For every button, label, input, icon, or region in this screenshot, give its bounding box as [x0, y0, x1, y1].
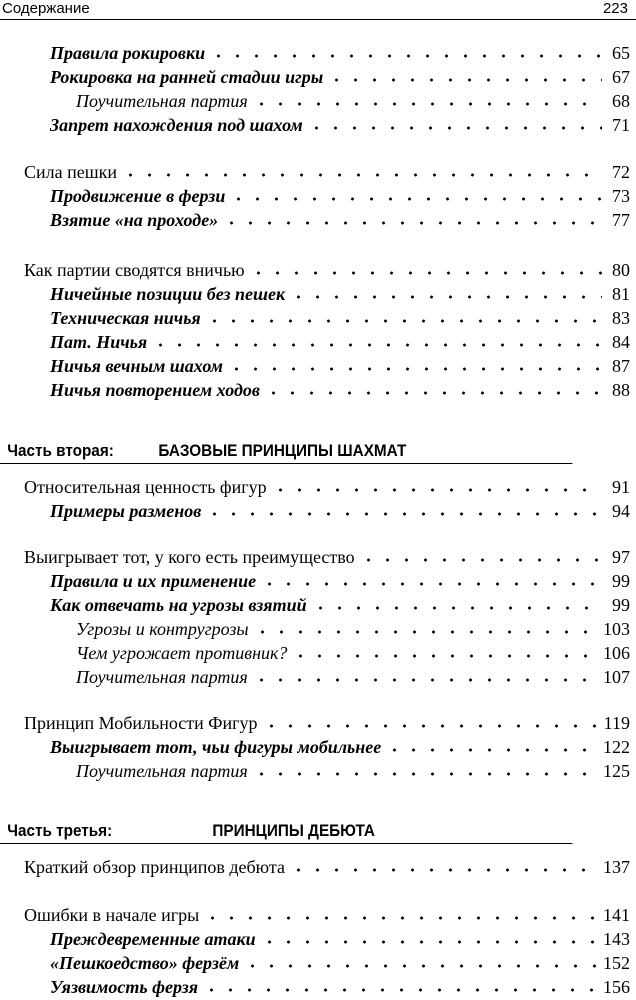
toc-entry-title: Продвижение в ферзи	[50, 186, 226, 206]
dot-leader	[264, 377, 602, 399]
toc-entry-page: 80	[612, 260, 630, 280]
dot-leader	[121, 159, 602, 181]
dot-leader	[205, 305, 602, 327]
toc-entry-page: 143	[603, 929, 630, 949]
part-heading	[0, 818, 572, 844]
dot-leader	[249, 257, 602, 279]
toc-entry	[0, 207, 636, 231]
dot-leader	[151, 329, 602, 351]
dot-leader	[271, 474, 602, 496]
toc-entry	[0, 902, 636, 926]
dot-leader	[229, 183, 602, 205]
toc-entry	[0, 974, 636, 998]
toc-entry-title: Техническая ничья	[50, 308, 201, 328]
toc-entry	[0, 926, 636, 950]
dot-leader	[291, 640, 597, 662]
toc-entry	[0, 664, 636, 688]
dot-leader	[311, 592, 602, 614]
toc-entry	[0, 568, 636, 592]
toc-entry-title: Как партии сводятся вничью	[24, 260, 245, 280]
toc-entry	[0, 353, 636, 377]
toc-entry	[0, 377, 636, 401]
part-title: ПРИНЦИПЫ ДЕБЮТА	[212, 821, 375, 840]
toc-entry	[0, 474, 636, 498]
toc-entry-page: 88	[612, 380, 630, 400]
toc-entry-title: Правила и их применение	[50, 571, 257, 591]
toc-entry	[0, 854, 636, 878]
toc-entry	[0, 159, 636, 183]
dot-leader	[289, 281, 602, 303]
toc-entry-title: Рокировка на ранней стадии игры	[50, 67, 324, 87]
toc-entry-page: 122	[603, 737, 630, 757]
toc-entry-title: Ничья вечным шахом	[50, 356, 223, 376]
toc-entry-title: Запрет нахождения под шахом	[50, 115, 303, 135]
toc-entry-page: 156	[603, 977, 630, 997]
header-title: Содержание	[2, 0, 90, 17]
dot-leader	[205, 498, 602, 520]
toc-entry	[0, 64, 636, 88]
toc-entry	[0, 734, 636, 758]
dot-leader	[262, 710, 598, 732]
dot-leader	[327, 64, 602, 86]
dot-leader	[243, 950, 597, 972]
dot-leader	[307, 112, 602, 134]
toc-entry-page: 77	[612, 210, 630, 230]
part-heading	[0, 438, 572, 464]
toc-entry	[0, 281, 636, 305]
toc-entry-title: Уязвимость ферзя	[50, 977, 199, 997]
toc-entry-title: Поучительная партия	[76, 667, 248, 687]
toc-entry-page: 71	[612, 115, 630, 135]
toc-entry-page: 106	[603, 643, 630, 663]
dot-leader	[202, 974, 597, 996]
toc-entry	[0, 88, 636, 112]
toc-entry	[0, 112, 636, 136]
toc-entry-page: 65	[612, 43, 630, 63]
toc-entry-title: Относительная ценность фигур	[24, 477, 267, 497]
toc-entry-page: 141	[603, 905, 630, 925]
toc-entry-title: Пат. Ничья	[50, 332, 148, 352]
toc-entry	[0, 257, 636, 281]
toc-entry-page: 73	[612, 186, 630, 206]
dot-leader	[385, 734, 597, 756]
dot-leader	[289, 854, 597, 876]
dot-leader	[260, 568, 602, 590]
dot-leader	[252, 758, 597, 780]
toc-entry-page: 99	[612, 595, 630, 615]
toc-entry-title: Угрозы и контругрозы	[76, 619, 249, 639]
toc-entry-page: 137	[603, 857, 630, 877]
dot-leader	[203, 902, 597, 924]
toc-entry	[0, 616, 636, 640]
toc-entry-title: Краткий обзор принципов дебюта	[24, 857, 285, 877]
toc-entry-page: 152	[603, 953, 630, 973]
toc-entry-title: Ничья повторением ходов	[50, 380, 260, 400]
toc-entry-title: Взятие «на проходе»	[50, 210, 219, 230]
dot-leader	[253, 616, 597, 638]
toc-entry-title: Как отвечать на угрозы взятий	[50, 595, 307, 615]
part-label: Часть третья:	[7, 821, 113, 840]
toc-entry	[0, 592, 636, 616]
toc-entry-page: 125	[603, 761, 630, 781]
toc-entry-title: Правила рокировки	[50, 43, 206, 63]
toc-entry-page: 103	[603, 619, 630, 639]
toc-entry	[0, 710, 636, 734]
dot-leader	[209, 40, 602, 62]
toc-entry-page: 67	[612, 67, 630, 87]
toc-entry-title: Ошибки в начале игры	[24, 905, 200, 925]
dot-leader	[260, 926, 597, 948]
toc-entry	[0, 950, 636, 974]
toc-entry-page: 94	[612, 501, 630, 521]
toc-entry-title: «Пешкоедство» ферзём	[50, 953, 240, 973]
toc-entry-title: Выигрывает тот, чьи фигуры мобильнее	[50, 737, 382, 757]
toc-entry-title: Поучительная партия	[76, 761, 248, 781]
dot-leader	[252, 88, 602, 110]
toc-entry-page: 84	[612, 332, 630, 352]
toc-entry	[0, 758, 636, 782]
toc-entry-page: 83	[612, 308, 630, 328]
toc-entry-title: Примеры разменов	[50, 501, 202, 521]
toc-entry-page: 68	[612, 91, 630, 111]
toc-entry-page: 91	[612, 477, 630, 497]
toc-entry-page: 97	[612, 547, 630, 567]
toc-entry	[0, 544, 636, 568]
toc-entry-page: 119	[603, 713, 630, 733]
toc-entry	[0, 640, 636, 664]
dot-leader	[227, 353, 602, 375]
toc-entry	[0, 40, 636, 64]
dot-leader	[252, 664, 597, 686]
toc-entry-title: Чем угрожает противник?	[76, 643, 288, 663]
dot-leader	[359, 544, 602, 566]
toc-entry-title: Ничейные позиции без пешек	[50, 284, 286, 304]
toc-entry-title: Преждевременные атаки	[50, 929, 256, 949]
toc-entry-title: Выигрывает тот, у кого есть преимущество	[24, 547, 355, 567]
toc-entry-page: 81	[612, 284, 630, 304]
toc-entry-page: 87	[612, 356, 630, 376]
toc-entry	[0, 329, 636, 353]
toc-entry-page: 72	[612, 162, 630, 182]
toc-entry-page: 99	[612, 571, 630, 591]
dot-leader	[222, 207, 602, 229]
toc-entry	[0, 305, 636, 329]
toc-entry-page: 107	[603, 667, 630, 687]
toc-entry	[0, 498, 636, 522]
part-label: Часть вторая:	[7, 441, 114, 460]
part-title: БАЗОВЫЕ ПРИНЦИПЫ ШАХМАТ	[158, 441, 407, 460]
toc-entry-title: Поучительная партия	[76, 91, 248, 111]
toc-entry-title: Сила пешки	[24, 162, 117, 182]
toc-entry	[0, 183, 636, 207]
header-page-number: 223	[602, 0, 628, 17]
toc-entry-title: Принцип Мобильности Фигур	[24, 713, 258, 733]
